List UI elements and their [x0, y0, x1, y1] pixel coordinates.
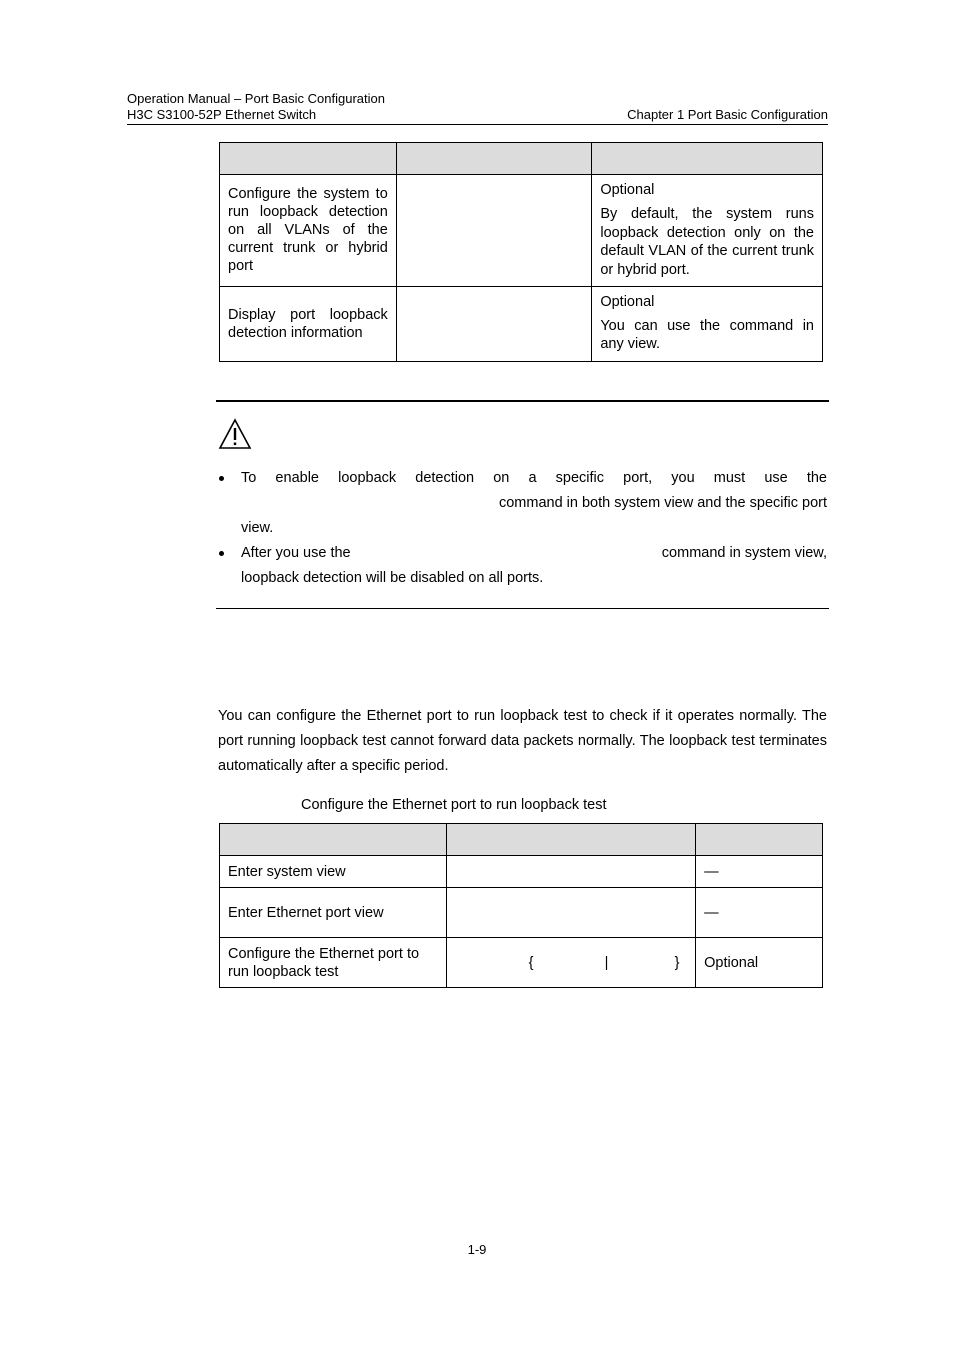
command-separator: | — [604, 954, 609, 971]
header-product-name: H3C S3100-52P Ethernet Switch — [127, 107, 317, 122]
table-row — [220, 888, 823, 938]
caution-bullet2-line1a: After you use the — [241, 545, 351, 561]
command-cell — [447, 865, 695, 879]
remark-title: Optional — [600, 182, 655, 198]
caution-bullet1-line1: To enable loopback detection on a specific port, you must use the — [241, 470, 827, 486]
header-chapter: Chapter 1 Port Basic Configuration — [627, 107, 828, 122]
table-header-row — [220, 824, 823, 856]
table-caption: Configure the Ethernet port to run loopback test — [301, 797, 607, 813]
table-header-row — [220, 143, 823, 175]
caution-bullet1-line3: view. — [241, 520, 274, 536]
command-cell — [447, 947, 695, 979]
remark-title: Optional — [600, 294, 655, 310]
remark-cell: Optional — [704, 954, 759, 971]
table-row — [220, 175, 823, 287]
remark-cell: — — [704, 904, 719, 921]
caution-bottom-rule — [216, 608, 829, 609]
remark-body: You can use the command in any view. — [600, 318, 814, 352]
operation-cell: Configure the Ethernet port to run loopback test — [228, 945, 420, 980]
loopback-test-paragraph: You can configure the Ethernet port to run loopback test to check if it operates normally. The port running loopback test cannot forward data packets normally. The loopback test terminates automatically after a specific period. — [218, 708, 827, 774]
table-row — [220, 287, 823, 362]
command-cell — [447, 906, 695, 920]
header-manual-title: Operation Manual – Port Basic Configuration — [127, 91, 385, 106]
operation-cell: Display port loopback detection information — [228, 307, 388, 341]
remark-body: By default, the system runs loopback detection only on the default VLAN of the current trunk or hybrid port. — [600, 206, 814, 278]
caution-bullet2-line2: loopback detection will be disabled on all ports. — [241, 570, 544, 586]
caution-bullet1-line2: command in both system view and the specific port — [498, 495, 827, 511]
caution-top-rule — [216, 400, 829, 402]
command-cell — [397, 175, 592, 189]
loopback-detection-table — [219, 142, 823, 362]
caution-bullet2-line1b: command in system view, — [661, 545, 827, 561]
command-brace-close: } — [674, 954, 680, 971]
loopback-test-table — [219, 823, 823, 988]
operation-cell: Enter Ethernet port view — [228, 904, 384, 921]
command-brace-open: { — [528, 954, 534, 971]
header-rule — [127, 124, 828, 125]
warning-icon — [218, 418, 252, 450]
table-row — [220, 938, 823, 988]
command-cell — [397, 287, 592, 301]
operation-cell: Enter system view — [228, 863, 346, 880]
bullet-dot — [219, 476, 224, 481]
remark-cell: — — [704, 863, 719, 880]
table-row — [220, 856, 823, 888]
bullet-dot — [219, 551, 224, 556]
operation-cell: Configure the system to run loopback detection on all VLANs of the current trunk or hybrid port — [228, 186, 388, 274]
page-number: 1-9 — [467, 1242, 487, 1257]
